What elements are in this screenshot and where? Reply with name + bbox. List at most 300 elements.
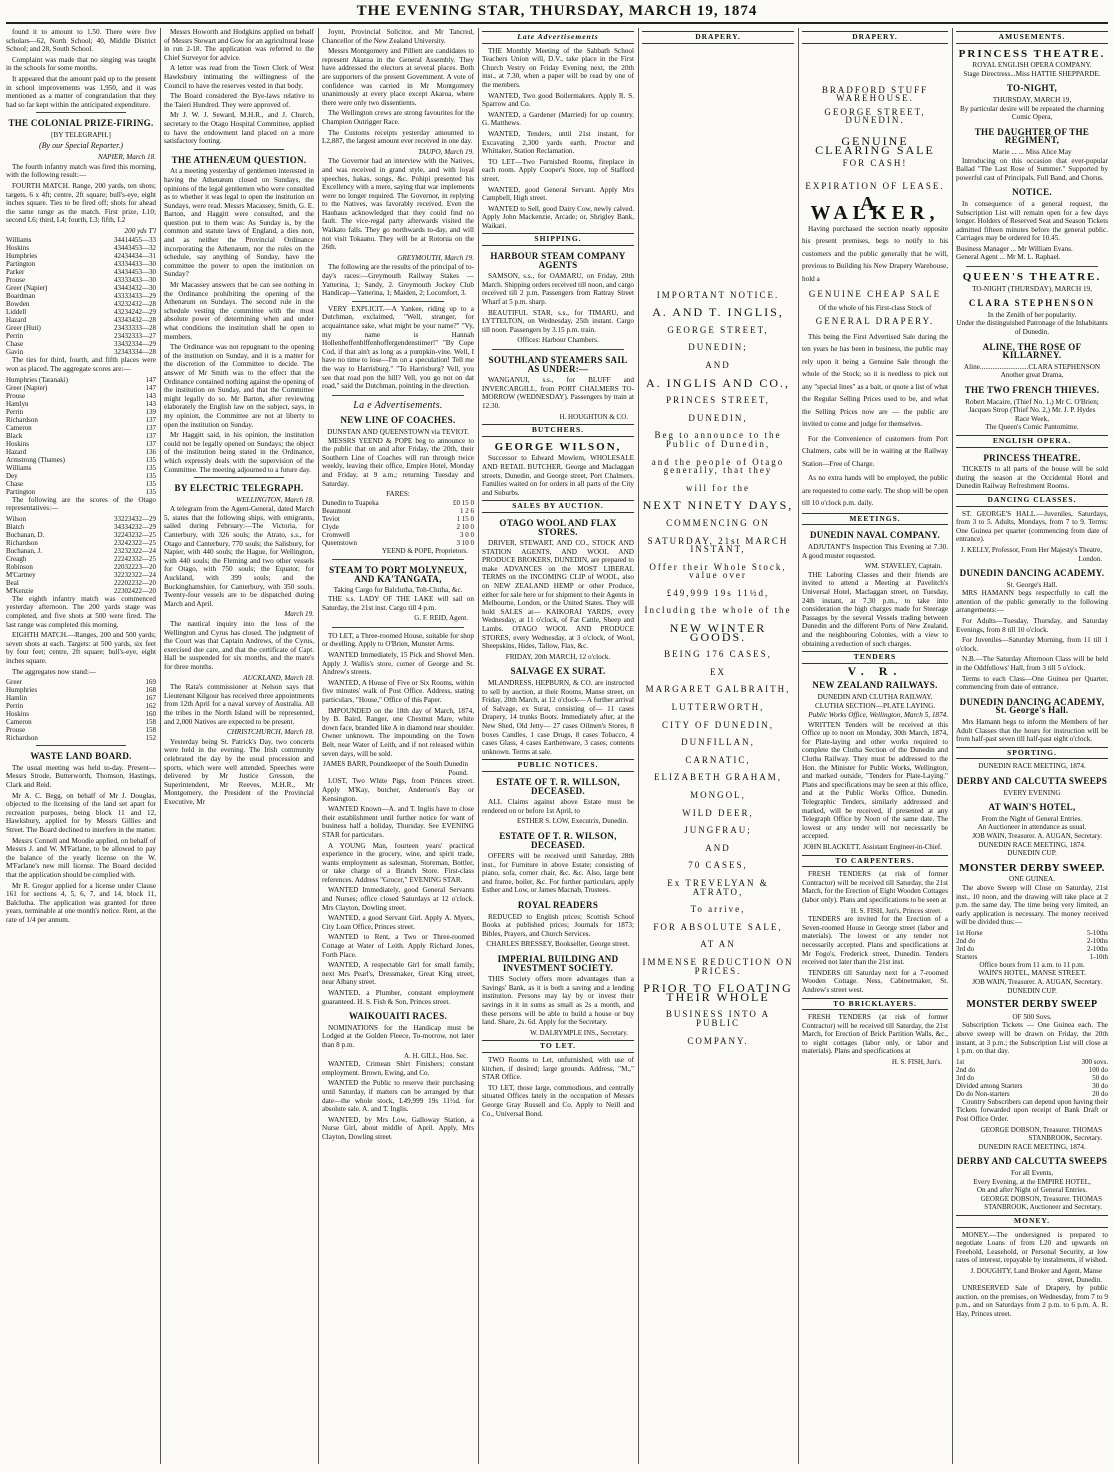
ad-text: THE Laboring Classes and their friends are invited to attend a Meeting at Pavelitch's Universal Hotel, Maclaggan street, on Tuesday, 24th instant, at 7.30 p.m., to take into consideration the high charges made for Steerage Passages by the several Vessels trading between Dunedin and the different Ports of New Zealand, and the neighbouring Colonies, with a view to obtaining a reduction of such charges. xyxy=(802,570,948,648)
ad-signature: H. HOUGHTON & CO. xyxy=(559,412,628,421)
paragraph: Joynt, Provincial Solicitor, and Mr Tancred, Chancellor of the New Zealand University. xyxy=(322,28,474,45)
ad-text: In the Zenith of her popularity. xyxy=(987,310,1077,319)
aggregate-row xyxy=(6,392,156,400)
section-header: PUBLIC NOTICES. xyxy=(482,759,634,772)
column-rule xyxy=(318,28,319,1464)
ad-text: From the Night of General Entries. xyxy=(981,814,1083,823)
ad-text: Office hours from 11 a.m. to 11 p.m. xyxy=(979,960,1085,969)
ad-title: ESTATE OF T. R. WILSON, DECEASED. xyxy=(499,830,617,850)
masthead xyxy=(0,0,1114,22)
paragraph: The usual meeting was held to-day. Present—Messrs Strode, Butterworth, Thomson, Hastings, Clark and Reid. xyxy=(6,763,156,789)
row-label: 3rd do xyxy=(956,1073,975,1082)
ad-line: DUNFILLAN, xyxy=(681,737,755,748)
ad-subtitle: DUNEDIN CUP. xyxy=(1007,849,1057,858)
ad-title: MONSTER DERBY SWEEP xyxy=(966,999,1098,1011)
score-row xyxy=(6,324,156,332)
row-value: 30 do xyxy=(1092,1081,1108,1090)
row-label: Hoskins xyxy=(6,439,29,448)
column-rule xyxy=(638,28,639,1464)
ad-text: Aline...........................CLARA STEPHENSON xyxy=(963,362,1101,371)
ad-line: MONGOL, xyxy=(690,790,746,800)
ad-text: WANTED, good General Servant. Apply Mrs Campbell, High street. xyxy=(482,185,634,203)
section-byline: [BY TELEGRAPH.] xyxy=(51,130,111,139)
paragraph: found it to amount to 1.50. There were five scholars—62, North School; 40, Middle District School; and 28, South School. xyxy=(6,28,156,54)
ad-title: OTAGO WOOL AND FLAX STORES. xyxy=(499,517,617,537)
paragraph: The ties for third, fourth, and fifth places were won as placed. The aggregate scores are:— xyxy=(6,356,156,374)
ad-line: A. INGLIS AND CO., xyxy=(646,375,790,390)
ad-signature: J. KELLY, Professor, From Her Majesty's Theatre, London. xyxy=(960,545,1102,563)
ad-text: For the Convenience of customers from Port Chalmers, cabs will be in waiting at the Railway Station—Free of Charge. xyxy=(802,434,948,468)
ad-text: MRS HAMANN begs respectfully to call the attention of the public generally to the following arrangements:— xyxy=(956,589,1108,615)
paragraph: A telegram from the Agent-General, dated March 5, states that the following ships, with emigrants, sailed during February:—The Victoria, for Canterbury, with 326 souls; the Atrato, s.s., for Otago and Canterbury, 770 souls; the Salisbury, for Napier, with 440 souls; the Hague, for Wellington, with 440 souls; the Fleming and two other vessels for Otago, with 750 souls; the Equator, for Auckland, with 399 souls; and the Buckinghamshire, for Canterbury, with 350 souls. Twenty-four vessels are to be dispatched during March and April. xyxy=(164,505,314,608)
row-value: 167 xyxy=(145,694,156,703)
section-subtitle: (By our Special Reporter.) xyxy=(39,140,123,150)
row-label: Prouse xyxy=(6,391,26,400)
fare-row xyxy=(322,531,474,539)
section-header: MONEY. xyxy=(956,1215,1108,1228)
ad-text: MLANDRESS, HEPBURN, & CO. are instructed to sell by auction, at their Rooms, Manse street, on Friday, 20th March, at 12 o'clock— A further arrival of Salvage, ex Surat, consisting of— 11 cases Drapery, 14 trunks Boots. Immediately after, at the New Shed, Old Jetty— 27 cases Oilmen's Stores, 8 boxes Candles, 1 case Drugs, 8 cases Tobacco, 4 cases Glass, 4 cases Earthenware, 3 cases, contents unknown. Terms at sale. xyxy=(482,679,634,756)
row-value: 22242332—25 xyxy=(114,554,156,563)
row-label: Bowden xyxy=(6,300,30,309)
ad-line: LUTTERWORTH, xyxy=(671,702,765,713)
aggregate-row xyxy=(6,702,156,710)
row-value: 135 xyxy=(145,463,156,472)
row-label: Richardson xyxy=(6,415,38,424)
row-value: 160 xyxy=(145,710,156,719)
paragraph: The aggregates now stand:— xyxy=(12,667,97,676)
ad-signature: H. S. FISH, Jun's. xyxy=(891,1058,942,1067)
prize-row xyxy=(956,953,1108,961)
row-value: 23433333—28 xyxy=(114,324,156,333)
row-value: 34334232—29 xyxy=(114,522,156,531)
row-value: 139 xyxy=(145,407,156,416)
ad-text: ALL Claims against above Estate must be rendered on or before 1st April, to xyxy=(482,798,634,815)
score-row xyxy=(6,300,156,308)
dateline: March 19. xyxy=(284,610,314,619)
ad-text: ST. GEORGE'S HALL.—Juveniles, Saturdays, from 3 to 5. Adults, Mondays, from 7 to 9. Terms: One Guinea per quarter (commencing from date of entrance). xyxy=(956,509,1108,544)
row-label: Queenstown xyxy=(322,538,357,547)
ad-text: Robert Macaire, (Thief No. 1,) Mr C. O'Brien; Jacques Strop (Thief No. 2,) Mr. J. P. Hydes xyxy=(965,397,1099,415)
ad-title: TO-NIGHT, xyxy=(1006,83,1058,94)
paragraph: At a meeting yesterday of gentlemen interested in having the Athenæum closed on Sundays, the opinions of the legal gentlemen who were consulted as to whether it was legal to open the institution on Sundays, were read. Messrs Macassey, Smith, G. E. Barton, and Haggitt were consulted, and the question put to them was: As Sunday is, by the common and statute laws of England, a dies non, and as neither the Provincial Ordinance incorporating the Athenæum, nor the rules on the schedule, say anything of Sunday, have the committee the power to open the institution on Sunday? xyxy=(164,167,314,279)
ad-line: Offer their Whole Stock, value over xyxy=(649,561,787,581)
paragraph: Messrs Connell and Moodie applied, on behalf of Messrs J. and W. M'Farlane, to be allowed to pay the balance of the yearly license on the W. M'Farlane's new mill license. The Board decided that the application should be complied with. xyxy=(6,836,156,879)
ad-signature: JOB WAIN, Treasurer. A. AUGAN, Secretary. xyxy=(972,978,1102,987)
row-value: 22202232—20 xyxy=(114,578,156,587)
row-label: Humphries (Taranaki) xyxy=(6,375,68,384)
ad-text: Having purchased the section nearly opposite his present premises, begs to notify to his customers and the public generally that he will, previous to Building his New Drapery Warehouse, hold a xyxy=(802,224,948,283)
ad-line: BUSINESS INTO A PUBLIC xyxy=(665,1009,771,1028)
ad-subtitle: DUNEDIN RACE MEETING, 1874. xyxy=(978,840,1086,849)
ad-subtitle: ROYAL ENGLISH OPERA COMPANY. xyxy=(972,61,1092,70)
aggregate-row xyxy=(6,432,156,440)
row-value: 43443432—30 xyxy=(114,284,156,293)
score-row xyxy=(6,236,156,244)
ad-text: IMPOUNDED on the 18th day of March, 1874, by B. Baird, Ranger, one Chestnut Mare, white down face, branded like A in diamond near shoulder. Owner unknown. The impounding on the Town Belt, near Water of Leith, and if not released within seven days, will be sold. xyxy=(322,706,474,758)
ad-line: Ex TREVELYAN & ATRATO, xyxy=(667,877,769,897)
prize-row xyxy=(956,945,1108,953)
score-row xyxy=(6,348,156,356)
ad-line: BEING 176 CASES, xyxy=(664,649,772,660)
ad-text: By particular desire will be repeated the charming Comic Opera, xyxy=(960,104,1104,122)
row-value: 33223432—29 xyxy=(114,514,156,523)
ad-text: WANGANUI, s.s., for BLUFF and INVERCARGILL, from PORT CHALMERS TO-MORROW (WEDNESDAY). Passengers by train at 12.30. xyxy=(482,376,634,410)
ad-date: FRIDAY, 20th MARCH, 12 o'clock. xyxy=(505,652,611,661)
ad-text: Terms to each Class—One Guinea per Quarter, commencing from date of entrance. xyxy=(956,674,1108,692)
row-label: Divided among Starters xyxy=(956,1081,1023,1090)
ad-signature: Offices: Harbour Chambers. xyxy=(517,336,599,345)
ad-heading: GEORGE STREET, DUNEDIN. xyxy=(824,106,926,126)
row-value: 3 10 0 xyxy=(456,538,474,547)
row-value: 147 xyxy=(145,375,156,384)
row-value: 43443453—32 xyxy=(114,244,156,253)
score-row xyxy=(6,252,156,260)
ad-text: The Queen's Comic Pantomime. xyxy=(985,423,1079,432)
row-label: Dunedin to Tuapeka xyxy=(322,498,379,507)
divider xyxy=(332,559,464,560)
ad-line: CITY OF DUNEDIN, xyxy=(662,719,774,730)
row-value: 147 xyxy=(145,383,156,392)
ad-signature: H. S. FISH, Jun's, Princes street. xyxy=(850,906,942,915)
ad-text: TO LET—Two Furnished Rooms, fireplace in each room. Apply Cooper's Store, top of Stafford street. xyxy=(482,157,634,183)
row-value: 158 xyxy=(145,718,156,727)
divider xyxy=(194,149,284,150)
masthead-rule xyxy=(6,22,1108,24)
row-label: Williams xyxy=(6,463,32,472)
ad-line: £49,999 19s 11½d, xyxy=(666,587,770,598)
paragraph: Messrs Montgomery and Pilliett are candidates to represent Akaroa in the General Assembly. They have addressed the electors at several places. Both are supporters of the present Government. A vote of confidence was carried in Mr Montgomery unanimously at every place except Akaroa, where there were only two dissentients. xyxy=(322,47,474,107)
ad-text: UNRESERVED Sale of Drapery, by public auction, on the premises, on Wednesday, from 7 to 9 p.m., and on Saturdays from 2 p.m. to 6 p.m. A. R. Hay, Princes street. xyxy=(956,1284,1108,1318)
ad-title: ROYAL READERS xyxy=(517,900,599,911)
ad-heading: FOR CASH! xyxy=(842,158,908,169)
ad-signature: J. DOUGHTY, Land Broker and Agent, Manse street, Dunedin. xyxy=(970,1266,1102,1284)
score-row xyxy=(6,244,156,252)
column-header: Late Advertisements xyxy=(482,31,634,44)
paragraph: The Governor had an interview with the Natives, and was received in grand style, and with loyal speeches, hakas, songs, &c. Pohipi presented his Excellency with a mere, saying that war implements were no longer required. The Governor, in replying to the Natives, was favorably received. Even the Hauhaus acknowledged that they could find no fault. The vice-regal party afterwards visited the Waikato falls. They go northwards to-day, and will not visit Tokaanu. They will be at Rotorua on the 26th. xyxy=(322,157,474,252)
column-1 xyxy=(6,28,156,1464)
ad-text: WANTED, Crimean Shirt Finishers; constant employment. Brown, Ewing, and Co. xyxy=(322,1060,474,1077)
ad-text: WANTED Immediately, good General Servants and Nurses; office closed Saturdays at 12 o'clock. Mrs Clayton, Dowling street. xyxy=(322,886,474,912)
ad-text: WANTED, Two good Boilermakers. Apply R. S. Sparrow and Co. xyxy=(482,91,634,109)
ad-text: WANTED the Public to reserve their purchasing until Saturday, if matters can be arranged by that date—the whole stock, L49,999 19s 11½d. for absolute sale. A. and T. Inglis. xyxy=(322,1079,474,1114)
ad-line: COMPANY. xyxy=(687,1035,749,1046)
paragraph: The following are the scores of the Otago representatives:— xyxy=(6,495,156,513)
row-value: 2-10ths xyxy=(1087,944,1108,953)
row-label: 1st Horse xyxy=(956,928,983,937)
ad-title: NEW ZEALAND RAILWAYS. xyxy=(812,680,938,691)
row-label: 3rd do xyxy=(956,944,975,953)
paragraph: The Ordinance was not repugnant to the opening of the institution on Sunday, and it is a matter for the discretion of the Committee to decide. The answer of Mr Smith was to the effect that the Ordinance contained nothing against the opening of the institution on Sunday, and that the Committee might legally do so. Mr Barton, after reviewing elaborately the English law on the subject, says, in my opinion, the Committee are not at liberty to open the institution on Sunday. xyxy=(164,343,314,429)
prize-row xyxy=(956,937,1108,945)
row-value: 300 sovs. xyxy=(1081,1057,1108,1066)
ad-line: CARNATIC, xyxy=(685,754,751,765)
ad-line: EX xyxy=(710,666,726,677)
dateline: NAPIER, March 18. xyxy=(97,153,156,162)
ad-title: DUNEDIN DANCING ACADEMY, St. George's Hall. xyxy=(959,696,1105,716)
row-label: Cromwell xyxy=(322,530,350,539)
ad-title: THE DAUGHTER OF THE REGIMENT, xyxy=(974,126,1090,146)
fares-table xyxy=(322,499,474,547)
ad-text: This being the First Advertised Sale during the ten years he has been in business, the public may rely upon it being a Genuine Sale through the whole of the Stock; so it is needless to pick out any "special lines" as a bait, or quote a list of what the Regular Selling Prices used to be, and what the Selling Prices now are — the public are invited to come and judge for themselves. xyxy=(802,332,948,429)
ad-text: Another great Drama, xyxy=(1000,371,1064,380)
ad-text: TO LET, a Three-roomed House, suitable for shop or dwelling. Apply to O'Brien, Munster Arms. xyxy=(322,631,474,649)
ad-line: will for the xyxy=(686,482,750,493)
ad-line: NEW WINTER GOODS. xyxy=(669,621,767,644)
row-value: 22302422—20 xyxy=(114,586,156,595)
paragraph: The following are the results of the principal of to-day's races:—Greymouth Railway Stakes —Yatterina, 1; Sandy, 2. Greymouth Jockey Club Handicap—Yatterina, 1; Maiden, 2; Locomfort, 3. xyxy=(322,263,474,298)
dateline: WELLINGTON, March 18. xyxy=(236,495,314,504)
prize-row xyxy=(956,1058,1108,1066)
row-label: Prouse xyxy=(6,726,26,735)
ad-subtitle: OF 500 Sovs. xyxy=(1012,1012,1052,1021)
row-value: 137 xyxy=(145,439,156,448)
row-value: 136 xyxy=(145,447,156,456)
ad-text: As no extra hands will be employed, the public are requested to come early. The shop will be open till 10 o'clock p.m. daily. xyxy=(802,474,948,508)
dateline: GREYMOUTH, March 19. xyxy=(397,253,474,262)
row-label: Cameron xyxy=(6,718,32,727)
paragraph: FOURTH MATCH. Range, 200 yards, ten shots; targets, 6 x 4ft; centre, 2ft square; bull's-eye, eight inches square. Ties to be fired off; shots for ahead the same range as the match. First prize, L10; second L6; third, L4; fourth, L3; fifth, L2 xyxy=(6,181,156,225)
ad-title: HARBOUR STEAM COMPANY AGENTS xyxy=(490,251,626,270)
row-label: Buchanan, J. xyxy=(6,546,42,555)
row-value: 43232432—28 xyxy=(114,300,156,309)
ad-signature: CHARLES BRESSEY, Bookseller, George street. xyxy=(486,940,630,949)
ad-signature: JAMES BARR, Poundkeeper of the South Dunedin Pound. xyxy=(323,760,468,777)
ad-title: DERBY AND CALCUTTA SWEEPS xyxy=(956,1156,1108,1167)
ad-subtitle: CLUTHA SECTION—PLATE LAYING. xyxy=(814,701,936,710)
fare-row xyxy=(322,507,474,515)
ad-signature: JOB WAIN, Treasurer. A. AUGAN, Secretary. xyxy=(972,831,1102,840)
row-value: 5-10ths xyxy=(1087,928,1108,937)
row-value: 169 xyxy=(145,678,156,687)
ad-title: WAIKOUAITI RACES. xyxy=(348,1011,448,1022)
divider xyxy=(194,477,284,478)
dateline: Public Works Office, Wellington, March 5, 1874. xyxy=(808,711,948,720)
aggregate-row xyxy=(6,488,156,496)
column-2 xyxy=(164,28,314,1464)
row-label: Humphries xyxy=(6,686,38,695)
column-5 xyxy=(642,28,794,1464)
ad-text: SAMSON, s.s., for OAMARU, on Friday, 20th March. Shipping orders received till noon, and cargo received till 2 p.m. Passengers from Rattray Street Wharf at 5 p.m. sharp. xyxy=(482,272,634,307)
ad-text: On and after Night of General Entries. xyxy=(976,1186,1088,1195)
ad-title: STEAM TO PORT MOLYNEUX, AND KA'TANGATA, xyxy=(329,565,467,584)
row-label: Hoskins xyxy=(6,244,29,253)
ad-signature: GEORGE DOBSON, Treasurer. THOMAS STANBROOK, Secretary. xyxy=(980,1125,1102,1143)
aggregate-row xyxy=(6,480,156,488)
ad-line: COMMENCING ON xyxy=(666,517,770,528)
ad-line: ELIZABETH GRAHAM, xyxy=(654,772,782,783)
column-4 xyxy=(482,28,634,1464)
section-header: DRAPERY. xyxy=(642,31,794,44)
ad-text: WANTED to Sell, good Dairy Cow, newly calved. Apply John Mackenzie, Arcade; or, Shrigley Bank, Waikari. xyxy=(482,204,634,230)
ad-text: MESSRS YEEND & POPE beg to announce to the public that on and after Friday, the 20th, their Southern Line of Coaches will run through twice weekly, leaving their office, Empire Hotel, Monday and Friday, at 9 a.m.; returning Tuesday and Saturday. xyxy=(322,436,474,488)
ad-title: CLARA STEPHENSON xyxy=(968,298,1096,309)
aggregate-row xyxy=(6,408,156,416)
ad-subtitle: DUNSTAN AND QUEENSTOWN via TEVIOT. xyxy=(327,427,469,436)
ad-text: DRIVER, STEWART, AND CO., STOCK AND STATION AGENTS, AND WOOL AND PRODUCE BROKERS, DUNEDIN, are prepared to make ADVANCES on the MOST LIBERAL TERMS on the INCOMING CLIP of WOOL, also on NEW ZEALAND HEMP or other Produce, either for sale here or for shipment to their Agents in Melbourne, London, or the United States. They will hold SALES at— KAIKORAI YARDS, every Wednesday, at 11 o'clock, of Fat Cattle, Sheep and Lambs. OTAGO WOOL AND PRODUCE STORES, every Wednesday, at 3 o'clock, of Wool, Sheepskins, Hides, Tallow, Flax, &c. xyxy=(482,539,634,651)
ad-text: For Juveniles—Saturday Morning, from 11 till 1 o'clock. xyxy=(956,636,1108,653)
score-table-1 xyxy=(6,236,156,356)
ad-line: DUNEDIN, xyxy=(688,412,748,423)
ad-line: PRINCES STREET, xyxy=(666,395,770,406)
paragraph: EIGHTH MATCH.—Ranges, 200 and 500 yards; seven shots at each. Targets: at 500 yards, six feet by four feet; centre, 2ft square; bull's-eye, eight inches square. xyxy=(6,631,156,665)
ad-line: GEORGE STREET, xyxy=(667,324,769,335)
row-value: 135 xyxy=(145,479,156,488)
paragraph: Yesterday being St. Patrick's Day, two concerts were held in the evening. The Irish community celebrated the day by the usual procession and sports, which were well attended. Speeches were delivered by Mr Justice Gresson, the Superintendent, Mr Reeves, M.H.R., Mr Montgomery, the President of the Provincial Executive, Mr xyxy=(164,737,314,806)
row-label: Black xyxy=(6,431,23,440)
section-header: SHIPPING. xyxy=(482,233,634,246)
section-title: WASTE LAND BOARD. xyxy=(30,751,132,762)
column-6 xyxy=(802,28,948,1464)
row-label: Dey xyxy=(6,471,18,480)
ad-text: FRESH TENDERS (at risk of former Contractor) will be received till Saturday, the 21st March, for Erection of Brick Partition Walls, &c., to eight cottages (labor only, or labor and materials). Plans and specifications at xyxy=(802,1013,948,1056)
ad-signature: A. H. GILL, Hon. Sec. xyxy=(404,1051,468,1060)
ad-text: ADJUTANT'S Inspection This Evening at 7.30. A good muster requested. xyxy=(802,543,948,560)
paragraph: The fourth infantry match was fired this morning, with the following result:— xyxy=(6,162,156,180)
row-label: 2nd do xyxy=(956,1065,976,1074)
ad-line: FOR ABSOLUTE SALE, xyxy=(653,921,783,932)
prize-row xyxy=(956,1090,1108,1098)
ad-heading: A. WALKER, xyxy=(810,193,940,224)
ad-text: EVERY EVENING xyxy=(1003,788,1061,797)
ad-text: N.B.—The Saturday Afternoon Class will be held in the Oddfellows' Hall, from 3 till 5 o'clock. xyxy=(956,655,1108,673)
row-value: 1-10th xyxy=(1089,952,1108,961)
prize-row xyxy=(956,1082,1108,1090)
row-label: Hoskins xyxy=(6,710,29,719)
row-label: Clyde xyxy=(322,522,339,531)
ad-subtitle: DUNEDIN RACE MEETING, 1874. xyxy=(978,1142,1086,1151)
row-label: Williams xyxy=(6,236,32,245)
ad-line: PRIOR TO FLOATING THEIR WHOLE xyxy=(643,981,793,1004)
row-value: 162 xyxy=(145,702,156,711)
ad-title: MONSTER DERBY SWEEP. xyxy=(959,861,1105,874)
ad-text: Country Subscribers can depend upon having their Tickets forwarded upon receipt of Bank Draft or Post Office Order. xyxy=(956,1097,1108,1123)
ad-title: DERBY AND CALCUTTA SWEEPS xyxy=(956,775,1108,786)
row-value: 33432334—29 xyxy=(114,340,156,349)
ad-title: IMPERIAL BUILDING AND INVESTMENT SOCIETY. xyxy=(497,954,619,973)
ad-text: Of the whole of his First-class Stock of xyxy=(818,303,932,312)
prize-table-2 xyxy=(956,1058,1108,1098)
ad-title: DUNEDIN DANCING ACADEMY. xyxy=(959,568,1105,579)
ad-signature: W. DALRYMPLE INS., Secretary. xyxy=(530,1028,628,1037)
ad-text: THE s.s. LADY OF THE LAKE will sail on Saturday, the 21st inst. Cargo till 4 p.m. xyxy=(322,595,474,612)
score-row xyxy=(6,284,156,292)
row-label: Partington xyxy=(6,487,36,496)
ad-text: TENDERS till Saturday next for a 7-roomed Wooden Cottage. Ness, Cabinetmaker, St. Andrew's street west. xyxy=(802,968,948,994)
fare-row xyxy=(322,523,474,531)
score-row xyxy=(6,547,156,555)
row-value: 43334433—30 xyxy=(114,260,156,269)
row-value: 2 10 0 xyxy=(456,522,474,531)
ad-text: REDUCED to English prices; Scottish School Books at published prices; Journals for 1873; Bibles, Prayers, and Church Services. xyxy=(482,912,634,938)
aggregate-row xyxy=(6,400,156,408)
section-title: THE COLONIAL PRIZE-FIRING. xyxy=(8,118,154,129)
row-label: Buchanan, D. xyxy=(6,530,45,539)
section-header: MEETINGS. xyxy=(802,513,948,526)
score-row xyxy=(6,579,156,587)
column-3 xyxy=(322,28,474,1464)
row-value: £0 15 0 xyxy=(453,498,474,507)
paragraph: VERY EXPLICIT.—A Yankee, riding up to a Dutchman, exclaimed, "Well, stranger, for acquaintance sake, what might be your name?" "Vy, my name is Hannah Hollenheffenblffenhoffergendenstimer!" "By Cope Cod, if that ain't as long as a pumpkin-vine. Well, I have no time to lose—I'm on a speculation! Tell me the way to Harrisburg." "To Harrisburg? Vell, you see that road pon the hill? Vell, you go not on dat road," said the Dutchman, pointing in the direction. xyxy=(322,304,474,391)
row-value: 23432333—27 xyxy=(114,332,156,341)
score-header: 200 yds T'l xyxy=(124,226,156,235)
ad-text: LOST, Two White Pigs, from Princes street. Apply M'Kay, butcher, Anderson's Bay or Kensington. xyxy=(322,777,474,803)
ad-text: For Adults—Tuesday, Thursday, and Saturday Evenings, from 8 till 10 o'clock. xyxy=(956,617,1108,634)
row-label: Blatch xyxy=(6,522,25,531)
otago-score-table xyxy=(6,515,156,595)
aggregate-row xyxy=(6,384,156,392)
prize-table-1 xyxy=(956,929,1108,961)
ad-heading: GENUINE CLEARING SALE xyxy=(815,133,935,157)
row-value: 100 do xyxy=(1088,1065,1108,1074)
ad-text: An Auctioneer in attendance as usual. xyxy=(977,823,1087,832)
column-rule xyxy=(478,28,479,1464)
ad-text: Stage Directress...Miss HATTIE SHEPPARDE. xyxy=(963,69,1101,78)
divider xyxy=(966,266,1098,267)
score-row xyxy=(6,563,156,571)
row-label: Hamlin xyxy=(6,694,27,703)
aggregate-row xyxy=(6,726,156,734)
ad-line: To arrive, xyxy=(690,904,746,915)
row-label: Parker xyxy=(6,268,25,277)
ad-signature: G. F. REID, Agent. xyxy=(414,614,468,623)
ad-text: In consequence of a general request, the Subscription List will remain open for a few days longer. Holders of Reserved Seat and Season Tickets admitted fifteen minutes before the general public. Carriages may be ordered for 10.45. xyxy=(956,199,1108,243)
row-value: 168 xyxy=(145,686,156,695)
section-header: TO LET. xyxy=(482,1040,634,1053)
row-value: 135 xyxy=(145,487,156,496)
ad-title: NEW LINE OF COACHES. xyxy=(340,415,456,426)
ad-title: PRINCESS THEATRE. xyxy=(983,452,1081,463)
row-value: 42434434—31 xyxy=(114,252,156,261)
ad-text: Business Manager ... Mr William Evans. xyxy=(956,244,1073,253)
ad-text: Race Week, xyxy=(1014,414,1049,423)
ad-text: TICKETS to all parts of the house will be sold during the season at the Occidental Hotel and Dunedin Railway Refreshment Rooms. xyxy=(956,465,1108,491)
row-value: 1 15 0 xyxy=(456,514,474,523)
section-header: SPORTING. xyxy=(956,747,1108,760)
ad-text: Subscription Tickets — One Guinea each. The above sweep will be drawn on Friday, the 20th instant, at 3 p.m.; the Subscription List will close at 1 p.m. on that day. xyxy=(956,1021,1108,1056)
ad-text: BEAUTIFUL STAR, s.s., for TIMARU, and LYTTELTON, on Wednesday, 25th instant. Cargo till noon. Passengers by 3.15 p.m. train. xyxy=(482,308,634,334)
ad-title: AT WAIN'S HOTEL, xyxy=(988,802,1076,813)
row-label: Prouse xyxy=(6,276,26,285)
ad-title: NOTICE. xyxy=(1012,187,1052,198)
ad-text: WANTED, a Gardener (Married) for up country. G. Matthews. xyxy=(482,110,634,128)
ad-line: SATURDAY, 21st MARCH INSTANT, xyxy=(647,535,789,555)
row-label: Humphries xyxy=(6,252,38,261)
row-label: Greer (Huti) xyxy=(6,324,41,333)
ad-line: WILD DEER, xyxy=(682,807,754,818)
ad-title: DUNEDIN NAVAL COMPANY. xyxy=(809,530,941,541)
row-label: Greer (Napier) xyxy=(6,383,48,392)
section-header: TENDERS xyxy=(802,651,948,664)
paragraph: Mr Haggitt said, in his opinion, the institution could not be legally opened on Sundays; the object of the institution being stated in the Ordinance, which expressly deals with the supervision of the Committee. The meeting adjourned to a future day. xyxy=(164,431,314,474)
row-label: Teviot xyxy=(322,514,340,523)
paragraph: Complaint was made that no singing was taught in the schools for some months. xyxy=(6,55,156,73)
aggregate-row xyxy=(6,718,156,726)
ad-line: IMPORTANT NOTICE. xyxy=(656,289,780,300)
row-label: Richardson xyxy=(6,538,38,547)
row-value: 43234242—29 xyxy=(114,308,156,317)
row-value: 23232322—24 xyxy=(114,546,156,555)
row-label: Liddell xyxy=(6,308,27,317)
row-label: Perrin xyxy=(6,332,24,341)
ad-heading: EXPIRATION OF LEASE. xyxy=(805,180,945,191)
row-label: Hazard xyxy=(6,316,27,325)
row-value: 43343432—28 xyxy=(114,316,156,325)
ad-subtitle: DUNEDIN RACE MEETING, 1874. xyxy=(978,762,1086,771)
row-value: 135 xyxy=(145,471,156,480)
score-row xyxy=(6,531,156,539)
score-row xyxy=(6,587,156,595)
prize-row xyxy=(956,929,1108,937)
